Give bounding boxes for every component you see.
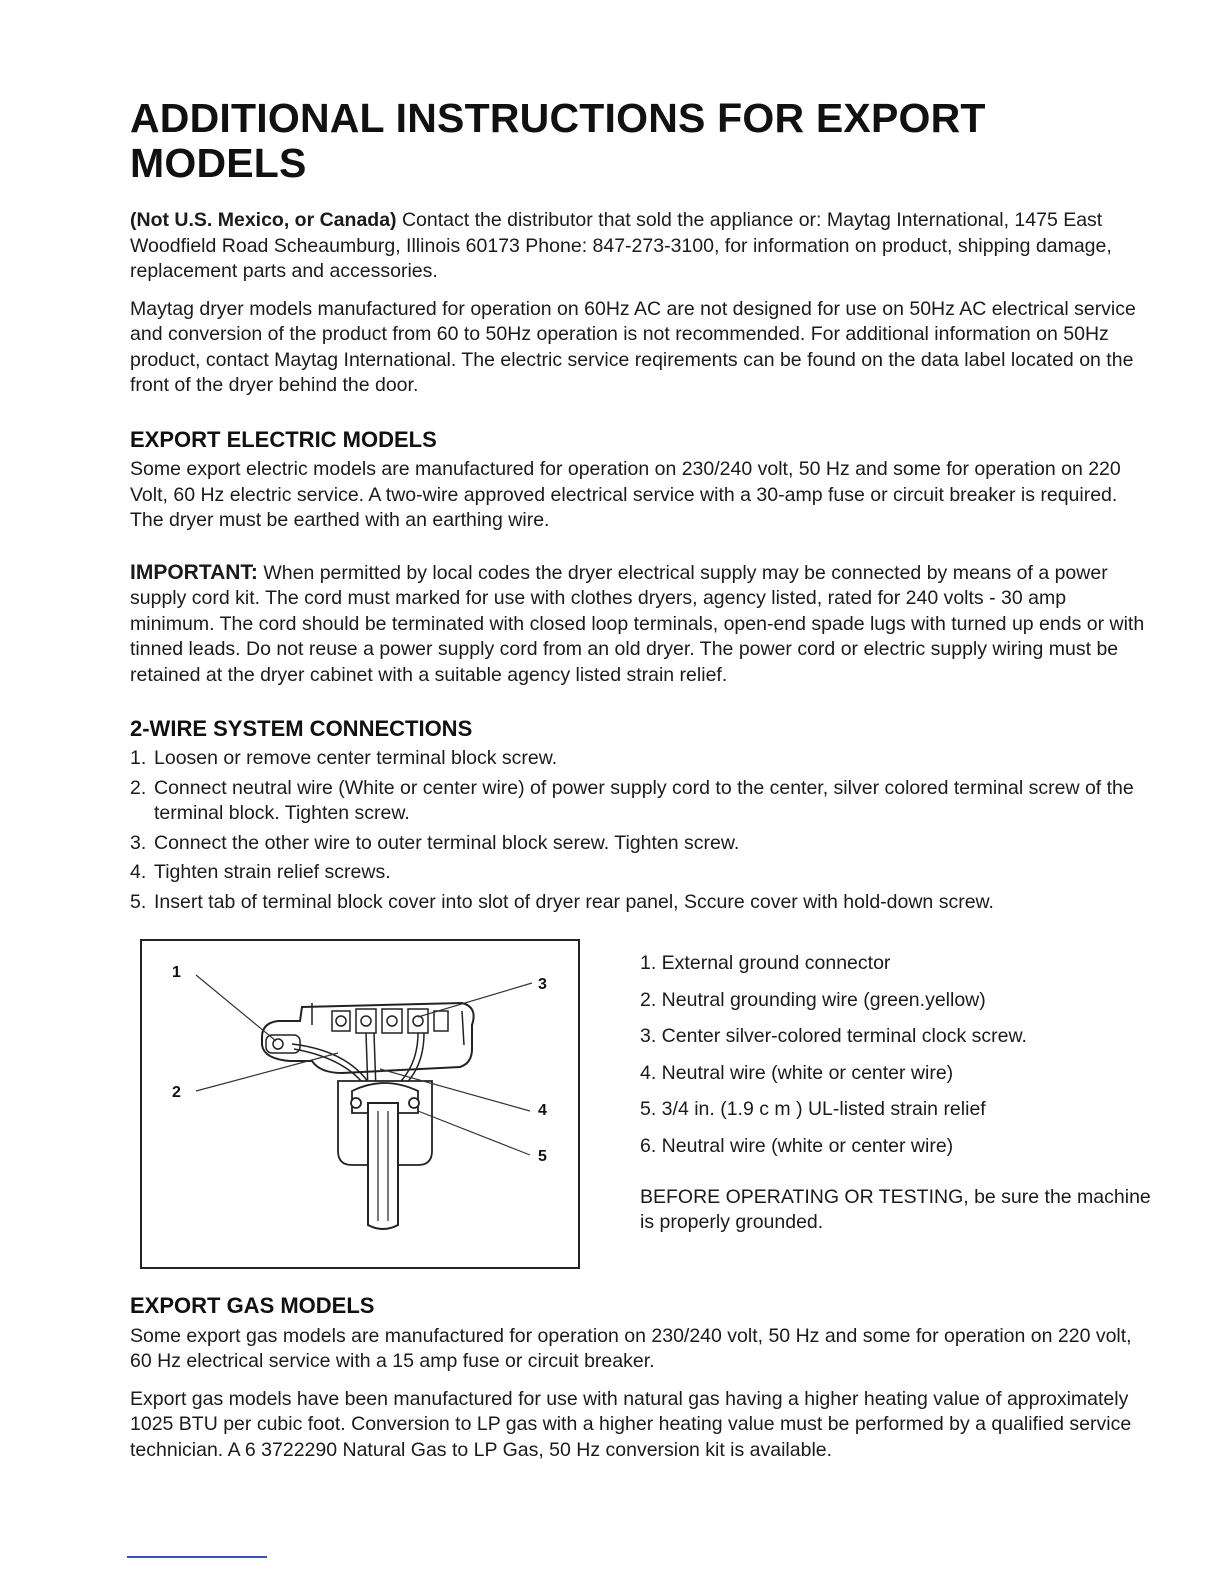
- screw-head: [413, 1016, 423, 1026]
- intro-text: Contact the distributor that sold the appliance or: Maytag International, 1475 East Woodfield Road Scheaumburg, Illinois 60173 Phone: 847-273-3100, for information on product, shipping damage, replacement parts and accessories.: [130, 209, 1112, 283]
- callout-1: 1: [172, 964, 181, 982]
- step-item: [130, 890, 1150, 916]
- legend-item: 6. Neutral wire (white or center wire): [640, 1134, 954, 1157]
- step-item: [130, 860, 1150, 886]
- grounding-note: BEFORE OPERATING OR TESTING, be sure the machine is properly grounded.: [640, 1185, 1151, 1234]
- cord-jacket: [368, 1103, 398, 1229]
- step-number: 5.: [130, 890, 147, 913]
- screw-head: [336, 1016, 346, 1026]
- screw-head: [387, 1016, 397, 1026]
- screw-head: [361, 1016, 371, 1026]
- step-number: 2.: [130, 776, 147, 799]
- power-cord: [368, 1103, 398, 1229]
- legend-item: 3. Center silver-colored terminal clock screw.: [640, 1025, 1027, 1048]
- page-title: ADDITIONAL INSTRUCTIONS FOR EXPORT MODELS: [130, 95, 986, 187]
- clamp-screw: [351, 1098, 361, 1108]
- callout-4: 4: [538, 1102, 547, 1120]
- leader-line: [418, 983, 532, 1017]
- diagram-legend: [640, 951, 1160, 1236]
- important-label: IMPORTANT:: [130, 560, 258, 584]
- two-wire-heading: 2-WIRE SYSTEM CONNECTIONS: [130, 716, 473, 742]
- legend-item: 5. 3/4 in. (1.9 c m ) UL-listed strain relief: [640, 1098, 986, 1121]
- legend-item: 2. Neutral grounding wire (green.yellow): [640, 988, 986, 1011]
- step-number: 3.: [130, 831, 147, 854]
- terminal-screw: [434, 1011, 448, 1031]
- callout-5: 5: [538, 1148, 547, 1166]
- step-number: 1.: [130, 747, 147, 770]
- clamp-screw: [409, 1098, 419, 1108]
- document-page: [130, 96, 1150, 1463]
- gas-paragraph-2: Export gas models have been manufactured for use with natural gas having a higher heating value of approximately 1025 BTU per cubic foot. Conversion to LP gas with a higher heating value must be performed by a qualified service technician. A 6 3722290 Natural Gas to LP Gas, 50 Hz conversion kit is available.: [130, 1387, 1132, 1461]
- intro-bold-lead: (Not U.S. Mexico, or Canada): [130, 209, 397, 232]
- callout-3: 3: [538, 976, 547, 994]
- bottom-rule: [127, 1556, 267, 1558]
- 50hz-paragraph: Maytag dryer models manufactured for operation on 60Hz AC are not designed for use on 50Hz AC electrical service and conversion of the product from 60 to 50Hz operation is not recommended. For additional information on 50Hz product, contact Maytag International. The electric service reqirements can be found on the data label located on the front of the dryer behind the door.: [130, 297, 1136, 397]
- step-item: [130, 831, 1150, 857]
- step-text: Loosen or remove center terminal block screw.: [154, 747, 558, 770]
- step-item: [130, 746, 1150, 772]
- step-number: 4.: [130, 861, 147, 884]
- leader-line: [196, 1053, 338, 1091]
- step-item: [130, 776, 1150, 827]
- electric-heading: EXPORT ELECTRIC MODELS: [130, 426, 437, 452]
- intro-paragraph: [130, 208, 1150, 285]
- important-text: When permitted by local codes the dryer electrical supply may be connected by means of a power supply cord kit. The cord must marked for use with clothes dryers, agency listed, rated for 240 volts - 30 amp minimum. The cord should be terminated with closed loop terminals, open-end spade lugs with turned up ends or with tinned leads. Do not reuse a power supply cord from an old dryer. The power cord or electric supply wiring must be retained at the dryer cabinet with a suitable agency listed strain relief.: [130, 561, 1145, 686]
- gas-heading: EXPORT GAS MODELS: [130, 1293, 375, 1319]
- legend-item: 4. Neutral wire (white or center wire): [640, 1061, 954, 1084]
- step-text: Insert tab of terminal block cover into slot of dryer rear panel, Sccure cover with hold-down screw.: [154, 890, 994, 913]
- legend-item: 1. External ground connector: [640, 952, 891, 975]
- callout-2: 2: [172, 1084, 181, 1102]
- important-paragraph: [130, 560, 1150, 689]
- step-text: Connect the other wire to outer terminal block serew. Tighten screw.: [154, 831, 740, 854]
- terminal-block-illustration: [142, 941, 578, 1267]
- leader-line: [418, 1111, 530, 1155]
- electric-paragraph: Some export electric models are manufactured for operation on 230/240 volt, 50 Hz and some for operation on 220 Volt, 60 Hz electric service. A two-wire approved electrical service with a 30-amp fuse or circuit breaker is required. The dryer must be earthed with an earthing wire.: [130, 458, 1121, 532]
- terminal-block-diagram: [140, 939, 580, 1269]
- step-text: Connect neutral wire (White or center wire) of power supply cord to the center, silver colored terminal screw of the terminal block. Tighten screw.: [154, 776, 1134, 825]
- two-wire-steps: [130, 746, 1150, 915]
- gas-paragraph-1: Some export gas models are manufactured for operation on 230/240 volt, 50 Hz and some for operation on 220 volt, 60 Hz electrical service with a 15 amp fuse or circuit breaker.: [130, 1324, 1132, 1373]
- leader-line: [196, 975, 276, 1041]
- step-text: Tighten strain relief screws.: [154, 861, 391, 884]
- figure-row: [130, 939, 1150, 1279]
- terminal-screws: [332, 1009, 448, 1033]
